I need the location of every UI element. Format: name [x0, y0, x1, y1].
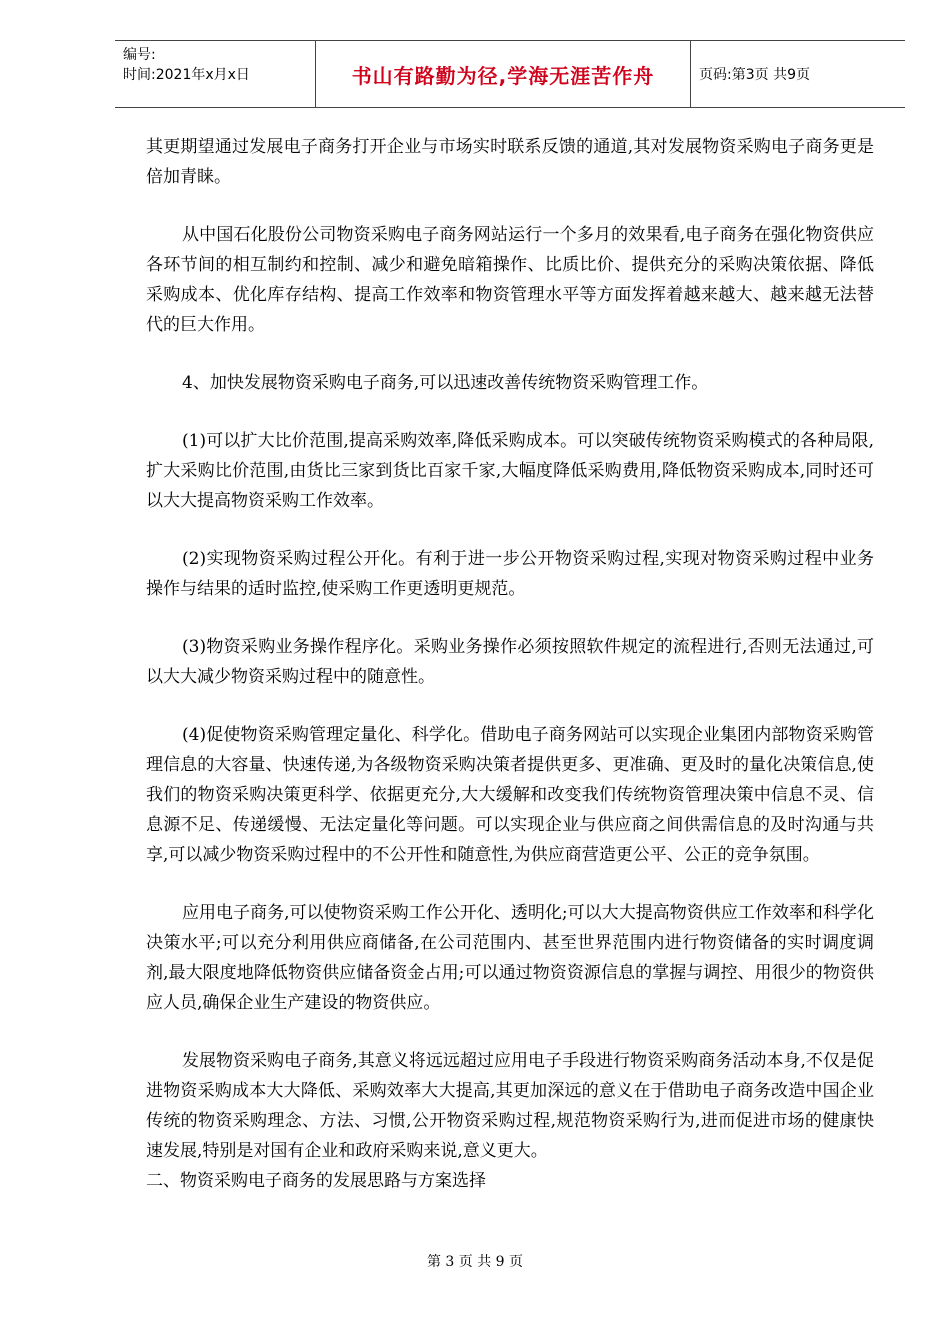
page-header	[115, 40, 905, 108]
document-number-label: 编号:	[123, 47, 156, 63]
paragraph: (4)促使物资采购管理定量化、科学化。借助电子商务网站可以实现企业集团内部物资采购管理信息的大容量、快速传递,为各级物资采购决策者提供更多、更准确、更及时的量化决策信息,使我们的物资采购决策更科学、依据更充分,大大缓解和改变我们传统物资管理决策中信息不灵、信息源不足、传递缓慢、无法定量化等问题。可以实现企业与供应商之间供需信息的及时沟通与共享,可以减少物资采购过程中的不公开性和随意性,为供应商营造更公平、公正的竞争氛围。	[146, 725, 874, 865]
page-footer: 第 3 页 共 9 页	[426, 1254, 524, 1270]
document-time-label: 时间:2021年x月x日	[123, 67, 250, 83]
paragraph: (1)可以扩大比价范围,提高采购效率,降低采购成本。可以突破传统物资采购模式的各种局限,扩大采购比价范围,由货比三家到货比百家千家,大幅度降低采购费用,降低物资采购成本,同时还可以大大提高物资采购工作效率。	[146, 431, 874, 511]
header-motto: 书山有路勤为径,学海无涯苦作舟	[316, 41, 691, 107]
paragraph: 发展物资采购电子商务,其意义将远远超过应用电子手段进行物资采购商务活动本身,不仅是促进物资采购成本大大降低、采购效率大大提高,其更加深远的意义在于借助电子商务改造中国企业传统的物资采购理念、方法、习惯,公开物资采购过程,规范物资采购行为,进而促进市场的健康快速发展,特别是对国有企业和政府采购来说,意义更大。	[146, 1051, 874, 1161]
document-body	[146, 132, 874, 1196]
paragraph: 应用电子商务,可以使物资采购工作公开化、透明化;可以大大提高物资供应工作效率和科学化决策水平;可以充分利用供应商储备,在公司范围内、甚至世界范围内进行物资储备的实时调度调剂,最大限度地降低物资供应储备资金占用;可以通过物资资源信息的掌握与调控、用很少的物资供应人员,确保企业生产建设的物资供应。	[146, 903, 874, 1013]
paragraph: 从中国石化股份公司物资采购电子商务网站运行一个多月的效果看,电子商务在强化物资供应各环节间的相互制约和控制、减少和避免暗箱操作、比质比价、提供充分的采购决策依据、降低采购成本、优化库存结构、提高工作效率和物资管理水平等方面发挥着越来越大、越来越无法替代的巨大作用。	[146, 225, 874, 335]
section-heading: 二、物资采购电子商务的发展思路与方案选择	[146, 1171, 486, 1191]
paragraph: (2)实现物资采购过程公开化。有利于进一步公开物资采购过程,实现对物资采购过程中业务操作与结果的适时监控,使采购工作更透明更规范。	[146, 549, 874, 599]
header-meta	[115, 41, 316, 107]
paragraph: 其更期望通过发展电子商务打开企业与市场实时联系反馈的通道,其对发展物资采购电子商务更是倍加青睐。	[146, 137, 874, 187]
header-page-info: 页码:第3页 共9页	[699, 67, 810, 83]
paragraph: (3)物资采购业务操作程序化。采购业务操作必须按照软件规定的流程进行,否则无法通过,可以大大减少物资采购过程中的随意性。	[146, 637, 874, 687]
section-heading: 4、加快发展物资采购电子商务,可以迅速改善传统物资采购管理工作。	[182, 373, 709, 393]
